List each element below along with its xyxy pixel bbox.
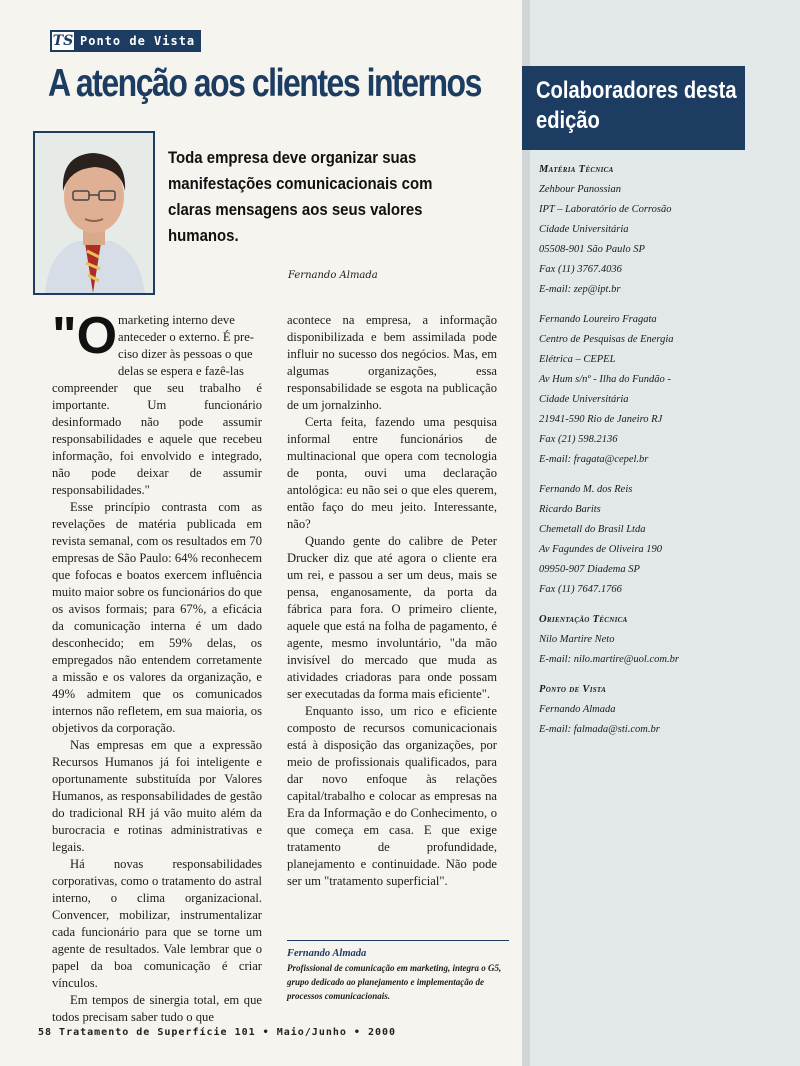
paragraph: acontece na empresa, a informação disponibilizada e bem assimilada pode influir no sucesso dos negócios. Mas, em algumas organizações, essa responsabilidade se esgota na publicação de um jornalzinho. xyxy=(287,313,497,412)
paragraph: compreender que seu trabalho é importante. Um funcionário desinformado não pode assumir responsabilidades e aquele que recebeu informação, foi envolvido e integrado, não pode deixar de assumir responsabilidades." xyxy=(52,381,262,497)
portrait-image xyxy=(35,133,153,293)
paragraph-intro-line: marketing interno deve xyxy=(118,313,235,327)
contributor-group xyxy=(539,610,779,670)
contributor-line: Av Fagundes de Oliveira 190 xyxy=(539,544,663,555)
contributor-section: Ponto de Vista xyxy=(539,684,607,695)
contributor-line: Elétrica – CEPEL xyxy=(539,354,616,365)
contributor-line: Fernando M. dos Reis xyxy=(539,484,633,495)
contributor-line: 21941-590 Rio de Janeiro RJ xyxy=(539,414,663,425)
author-bio xyxy=(287,940,509,1003)
lead-quote: Toda empresa deve organizar suas manifestações comunicacionais com claras mensagens aos seus valores humanos. xyxy=(168,148,433,245)
paragraph: Enquanto isso, um rico e eficiente composto de recursos comunicacionais está à disposição das organizações, por meio de profissionais qualificados, para dar novo enfoque às relações capital/trabalho e colocar as empresas na Era da Informação e do Conhecimento, o que começa em casa. E que exige tratamento de profundidade, planejamento e continuidade. Não pode ser um "tratamento superficial". xyxy=(287,704,497,888)
section-kicker xyxy=(50,30,201,52)
contributor-group xyxy=(539,480,779,600)
contributor-line: IPT – Laboratório de Corrosão xyxy=(539,204,672,215)
contributor-line: Av Hum s/nº - Ilha do Fundão - xyxy=(539,374,671,385)
contributor-line: Fax (11) 7647.1766 xyxy=(539,584,622,595)
contributor-group xyxy=(539,160,779,300)
paragraph: Nas empresas em que a expressão Recursos Humanos já foi inteligente e oportunamente substituída por Valores Humanos, as responsabilidades de gestão do tradicional RH já vão muito além da burocracia e rotinas administrativas e legais. xyxy=(52,738,262,854)
contributor-line: E-mail: fragata@cepel.br xyxy=(539,454,649,465)
contributor-line: Fax (21) 598.2136 xyxy=(539,434,618,445)
contributor-line: Zehbour Panossian xyxy=(539,184,621,195)
paragraph: Quando gente do calibre de Peter Drucker diz que até agora o cliente era um rei, e passou a ser um deus, mais se pensa, enganosamente, da porta da fábrica para fora. O primeiro cliente, aquele que está na folha de pagamento, é agente, mesmo involuntário, "da mão invisível do mercado que muda as atividades criadoras para onde possam ser executadas da forma mais eficiente". xyxy=(287,534,497,701)
contributor-line: E-mail: falmada@sti.com.br xyxy=(539,724,660,735)
contributor-line: Fax (11) 3767.4036 xyxy=(539,264,622,275)
drop-cap: "O xyxy=(52,307,118,365)
article-title: A atenção aos clientes internos xyxy=(48,62,481,105)
bio-name: Fernando Almada xyxy=(287,948,367,959)
contributor-line: E-mail: zep@ipt.br xyxy=(539,284,621,295)
contributor-group xyxy=(539,310,779,470)
contributor-section: Matéria Técnica xyxy=(539,164,614,175)
contributor-line: Cidade Universitária xyxy=(539,224,629,235)
contributors-list xyxy=(539,160,779,750)
sidebar-header xyxy=(522,66,745,150)
magazine-logo: TS xyxy=(52,33,74,49)
sidebar-title: Colaboradores desta edição xyxy=(536,77,737,134)
contributor-line: 05508-901 São Paulo SP xyxy=(539,244,645,255)
paragraph-intro-line: delas se espera e fazê-las xyxy=(118,364,244,378)
contributor-line: Chemetall do Brasil Ltda xyxy=(539,524,646,535)
bio-text: Profissional de comunicação em marketing, integra o G5, grupo dedicado ao planejamento e implementação de processos comunicacionais. xyxy=(287,963,502,1001)
contributor-line: Ricardo Barits xyxy=(539,504,601,515)
contributor-line: Fernando Loureiro Fragata xyxy=(539,314,657,325)
author-photo xyxy=(33,131,155,295)
contributor-line: Fernando Almada xyxy=(539,704,616,715)
byline: Fernando Almada xyxy=(288,270,378,281)
section-name: Ponto de Vista xyxy=(80,34,196,48)
contributor-line: 09950-907 Diadema SP xyxy=(539,564,640,575)
body-column-1 xyxy=(52,307,262,1026)
paragraph: Certa feita, fazendo uma pesquisa informal entre funcionários de multinacional que opera com tecnologia de ponta, ouvi uma declaração antológica: eu não sei o que eles querem, então faço do meu jeito. Interessante, não? xyxy=(287,415,497,531)
paragraph: Há novas responsabilidades corporativas, como o tratamento do astral interno, o clima organizacional. Convencer, mobilizar, instrumentalizar cada funcionário para que se torne um agente de resultados. Vale lembrar que o papel da boa comunicação é criar vínculos. xyxy=(52,857,262,990)
page-footer: 58 Tratamento de Superfície 101 • Maio/Junho • 2000 xyxy=(38,1027,397,1038)
paragraph: Em tempos de sinergia total, em que todos precisam saber tudo o que xyxy=(52,993,262,1024)
contributor-line: Nilo Martire Neto xyxy=(539,634,615,645)
paragraph-intro-line: anteceder o externo. É pre- xyxy=(118,330,255,344)
contributor-line: E-mail: nilo.martire@uol.com.br xyxy=(539,654,679,665)
contributor-line: Cidade Universitária xyxy=(539,394,629,405)
contributor-section: Orientação Técnica xyxy=(539,614,628,625)
contributor-group xyxy=(539,680,779,740)
paragraph: Esse princípio contrasta com as revelações de matéria publicada em revista semanal, com os resultados em 70 empresas de São Paulo: 64% reconhecem que fofocas e boatos exercem influência muito maior sobre os funcionários do que os avisos formais; para 67%, a eficácia da comunicação interna é um dado desconhecido; em 59% delas, os empregados não entendem corretamente a missão e os valores da organização, e 49% admitem que os comunicados internos não refletem, em sua maioria, os objetivos da corporação. xyxy=(52,500,262,735)
body-column-2 xyxy=(287,312,497,890)
paragraph-intro-line: ciso dizer às pessoas o que xyxy=(118,347,253,361)
contributor-line: Centro de Pesquisas de Energia xyxy=(539,334,674,345)
